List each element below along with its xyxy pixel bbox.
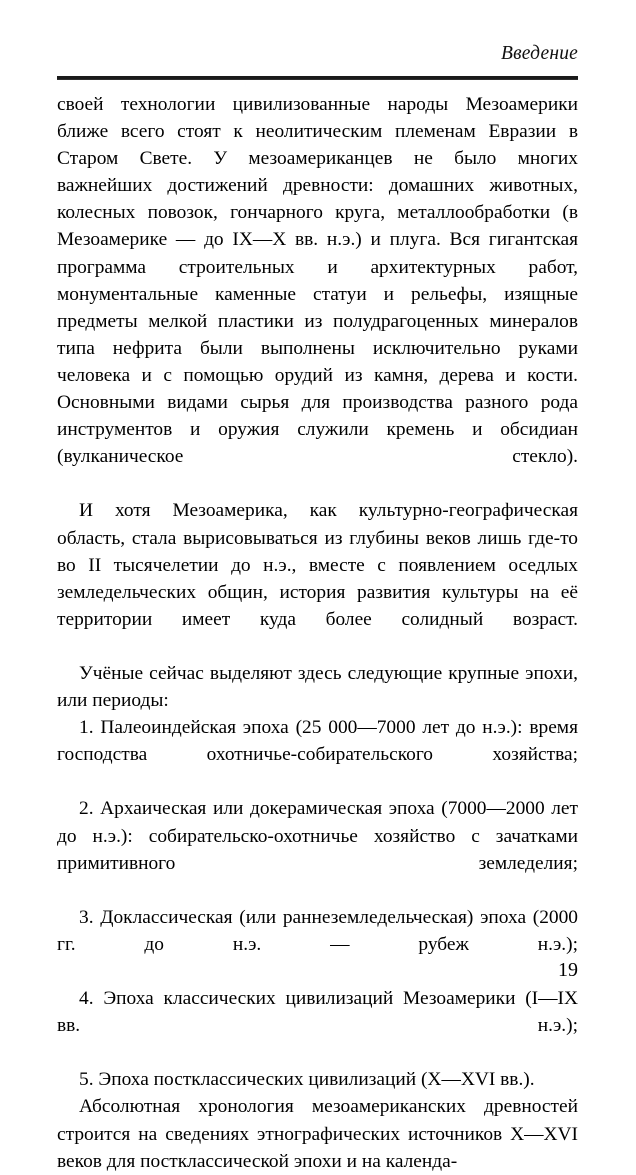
list-item-3: 3. Доклассическая (или раннеземледельческая) эпоха (2000 гг. до н.э. — рубеж н.э.); bbox=[57, 906, 578, 955]
paragraph-mesoamerica-region: И хотя Мезоамерика, как культурно-географическая область, стала вырисовываться из глубины веков лишь где-то во II тысячелетии до н.э., вместе с появлением оседлых земледельческих общин, история развития культуры на её территории имеет куда более солидный возраст. bbox=[57, 500, 578, 630]
paragraph-periods-intro: Учёные сейчас выделяют здесь следующие крупные эпохи, или периоды: bbox=[57, 662, 578, 712]
list-item-5: 5. Эпоха постклассических цивилизаций (X—XVI вв.). bbox=[79, 1069, 535, 1091]
list-item-2: 2. Архаическая или докерамическая эпоха (7000—2000 лет до н.э.): собирательско-охотничье хозяйство с зачатками примитивного земледелия; bbox=[57, 798, 578, 874]
list-item-1: 1. Палеоиндейская эпоха (25 000—7000 лет до н.э.): время господства охотничье-собирательского хозяйства; bbox=[57, 717, 578, 766]
list-item-4: 4. Эпоха классических цивилизаций Мезоамерики (I—IX вв. н.э.); bbox=[57, 988, 578, 1037]
paragraph-chronology: Абсолютная хронология мезоамериканских древностей строится на сведениях этнографических источников X—XVI веков для постклассической эпохи и на календа- bbox=[57, 1096, 578, 1172]
running-head: Введение bbox=[501, 43, 578, 64]
page-number: 19 bbox=[558, 959, 578, 981]
header-rule bbox=[57, 76, 578, 80]
paragraph-continued: своей технологии цивилизованные народы Мезоамерики ближе всего стоят к неолитическим племенам Евразии в Старом Свете. У мезоамериканцев не было многих важнейших достижений древности: домашних животных, колесных повозок, гончарного круга, металлообработки (в Мезоамерике — до IX—X вв. н.э.) и плуга. Вся гигантская программа строительных и архитектурных работ, монументальные каменные статуи и рельефы, изящные предметы мелкой пластики из полудрагоценных минералов типа нефрита были выполнены исключительно руками человека и с помощью орудий из камня, дерева и кости. Основными видами сырья для производства разного рода инструментов и оружия служили кремень и обсидиан (вулканическое стекло). bbox=[57, 94, 578, 468]
header-rule-thin bbox=[57, 79, 578, 80]
body-text-block bbox=[57, 91, 578, 1175]
